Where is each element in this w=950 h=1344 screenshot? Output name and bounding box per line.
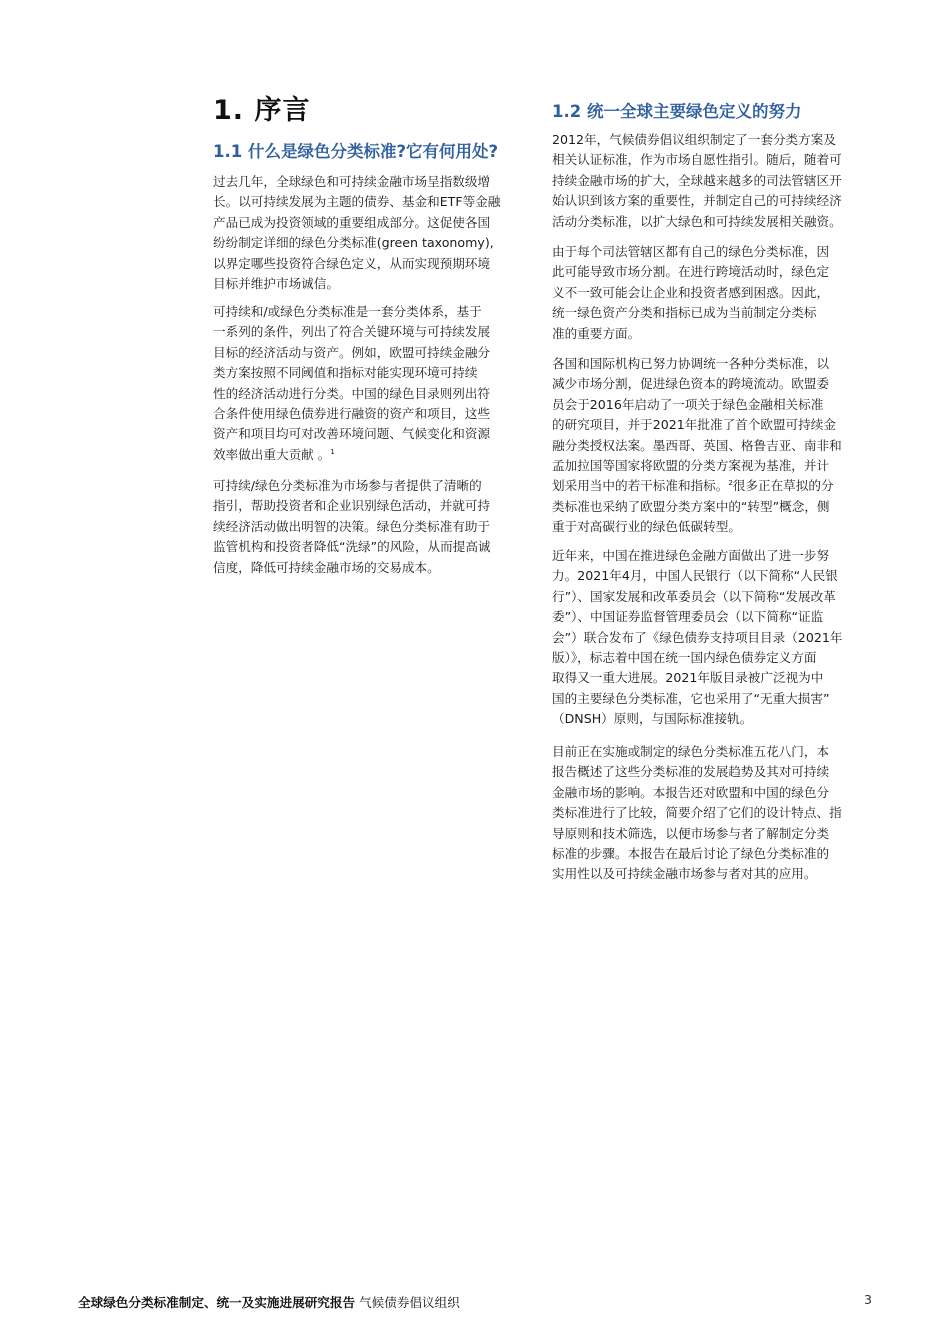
text-line: 活动分类标准，以扩大绿色和可持续发展相关融资。: [552, 213, 842, 229]
text-line: 过去几年，全球绿色和可持续金融市场呈指数级增: [213, 174, 491, 189]
text-line: 性的经济活动进行分类。中国的绿色目录则列出符: [213, 385, 491, 401]
subsection-heading-1-2: 1.2 统一全球主要绿色定义的努力: [552, 102, 802, 121]
text-line: 资产和项目均可对改善环境问题、气候变化和资源: [213, 426, 491, 442]
text-line: 国的主要绿色分类标准，它也采用了“无重大损害”: [552, 690, 830, 706]
text-line: 导原则和技术筛选，以便市场参与者了解制定分类: [552, 825, 830, 841]
text-line: 会”）联合发布了《绿色债券支持项目目录（2021年: [552, 629, 843, 645]
text-line: 重于对高碳行业的绿色低碳转型。: [552, 519, 741, 535]
text-line: 的研究项目，并于2021年批准了首个欧盟可持续金: [552, 417, 836, 433]
text-line: 报告概述了这些分类标准的发展趋势及其对可持续: [552, 764, 830, 780]
paragraph-market-fragmentation: [552, 242, 829, 344]
paragraph-intro: [213, 172, 500, 294]
text-line: 可持续和/或绿色分类标准是一套分类体系，基于: [213, 304, 482, 319]
text-line: 目标并维护市场诚信。: [213, 276, 339, 292]
text-line: 效率做出重大贡献 。$^1$: [213, 446, 335, 462]
paragraph-cbi-2012: [552, 130, 842, 232]
text-line: 标准的步骤。本报告在最后讨论了绿色分类标准的: [552, 846, 830, 862]
text-line: 长。以可持续发展为主题的债券、基金和ETF等金融: [213, 194, 501, 210]
text-line: 准的重要方面。: [552, 325, 641, 341]
page-number: 3: [863, 1292, 872, 1307]
text-line: 始认识到该方案的重要性，并制定自己的可持续经济: [552, 193, 842, 209]
text-line: 近年来，中国在推进绿色金融方面做出了进一步努: [552, 548, 830, 563]
text-line: 统一绿色资产分类和指标已成为当前制定分类标: [552, 305, 817, 321]
text-line: 力。2021年4月，中国人民银行（以下简称“人民银: [552, 568, 838, 584]
text-line: 以界定哪些投资符合绿色定义，从而实现预期环境: [213, 255, 491, 271]
text-line: 合条件使用绿色债券进行融资的资产和项目，这些: [213, 406, 491, 422]
text-line: 融分类授权法案。墨西哥、英国、格鲁吉亚、南非和: [552, 437, 842, 453]
paragraph-report-overview: [552, 742, 842, 885]
text-line: 信度，降低可持续金融市场的交易成本。: [213, 559, 440, 575]
paragraph-china-progress: [552, 546, 842, 730]
footer-organization: 气候债券倡议组织: [359, 1295, 460, 1310]
text-line: 义不一致可能会让企业和投资者感到困惑。因此，: [552, 284, 830, 300]
text-line: 实用性以及可持续金融市场参与者对其的应用。: [552, 866, 817, 882]
text-line: 一系列的条件，列出了符合关键环境与可持续发展: [213, 324, 491, 340]
text-line: 委”）、中国证券监督管理委员会（以下简称“证监: [552, 609, 824, 625]
section-title: 1. 序言: [213, 95, 311, 126]
text-line: 划采用当中的若干标准和指标。$^2$很多正在草拟的分: [552, 478, 834, 494]
text-line: 行”）、国家发展和改革委员会（以下简称“发展改革: [552, 588, 836, 604]
text-line: 类标准也采纳了欧盟分类方案中的“转型”概念，侧: [552, 498, 830, 514]
text-line: 目前正在实施或制定的绿色分类标准五花八门，本: [552, 744, 830, 759]
text-line: 此可能导致市场分割。在进行跨境活动时，绿色定: [552, 264, 830, 280]
text-line: 版）》，标志着中国在统一国内绿色债券定义方面: [552, 650, 817, 666]
text-line: 类方案按照不同阈值和指标对能实现环境可持续: [213, 365, 478, 381]
text-line: 可持续/绿色分类标准为市场参与者提供了清晰的: [213, 478, 482, 493]
text-line: 指引，帮助投资者和企业识别绿色活动，并就可持: [213, 498, 491, 514]
paragraph-harmonization: [552, 354, 842, 538]
text-line: 纷纷制定详细的绿色分类标准(green taxonomy),: [213, 235, 494, 251]
text-line: 相关认证标准，作为市场自愿性指引。随后，随着可: [552, 152, 842, 168]
text-line: 2012年，气候债券倡议组织制定了一套分类方案及: [552, 132, 836, 147]
text-line: 减少市场分割，促进绿色资本的跨境流动。欧盟委: [552, 376, 830, 392]
paragraph-taxonomy-benefits: [213, 476, 491, 578]
text-line: 取得又一重大进展。2021年版目录被广泛视为中: [552, 670, 824, 686]
line-tail: 很多正在草拟的分: [732, 478, 834, 494]
footer-report-title: 全球绿色分类标准制定、统一及实施进展研究报告: [78, 1295, 356, 1310]
text-line: 金融市场的影响。本报告还对欧盟和中国的绿色分: [552, 784, 830, 800]
footnote-marker: 1: [330, 447, 335, 456]
text-line: 目标的经济活动与资产。例如，欧盟可持续金融分: [213, 344, 491, 360]
text-line: 监管机构和投资者降低“洗绿”的风险，从而提高诚: [213, 539, 491, 555]
text-line: 员会于2016年启动了一项关于绿色金融相关标准: [552, 396, 824, 412]
footer: [78, 1292, 460, 1311]
text-line: 由于每个司法管辖区都有自己的绿色分类标准，因: [552, 244, 830, 259]
text-line: 产品已成为投资领域的重要组成部分。这促使各国: [213, 214, 491, 230]
text-line: 类标准进行了比较，简要介绍了它们的设计特点、指: [552, 805, 842, 821]
text-line: 各国和国际机构已努力协调统一各种分类标准，以: [552, 356, 830, 371]
text-line: 孟加拉国等国家将欧盟的分类方案视为基准，并计: [552, 458, 830, 474]
text-line: （DNSH）原则，与国际标准接轨。: [552, 711, 753, 727]
subsection-heading-1-1: 1.1 什么是绿色分类标准?它有何用处?: [213, 142, 499, 161]
text-line: 持续金融市场的扩大，全球越来越多的司法管辖区开: [552, 172, 842, 188]
footnote-marker: 2: [728, 479, 733, 488]
paragraph-taxonomy-definition: [213, 302, 490, 465]
text-line: 续经济活动做出明智的决策。绿色分类标准有助于: [213, 518, 491, 534]
